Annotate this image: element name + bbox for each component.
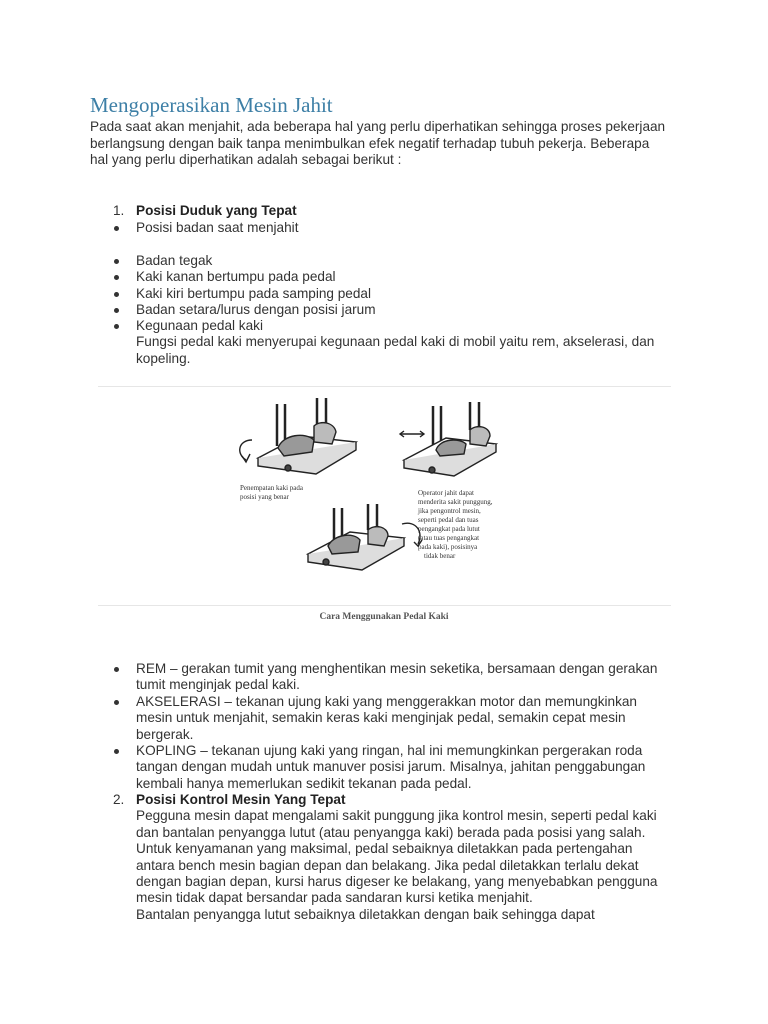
bullet-dot: [114, 275, 119, 280]
list-item: [136, 269, 336, 285]
section-2-line: mesin tidak dapat bersandar pada sandaran kursi ketika menjahit.: [136, 890, 533, 906]
section-1-heading-item: [113, 203, 297, 219]
list-item-text: Posisi badan saat menjahit: [136, 220, 299, 235]
list-item-text: kembali hanya memerlukan sedikit tekanan pada pedal.: [136, 775, 472, 791]
section-2-line: Bantalan penyangga lutut sebaiknya diletakkan dengan baik sehingga dapat: [136, 906, 595, 922]
bullet-dot: [114, 308, 119, 313]
bullet-dot: [114, 292, 119, 297]
list-number: 1.: [113, 203, 125, 218]
section-2-line: Pegguna mesin dapat mengalami sakit punggung jika kontrol mesin, seperti pedal kaki: [136, 808, 657, 824]
list-item-text: bergerak.: [136, 726, 194, 742]
list-item: [136, 694, 637, 743]
section-2-line: antara bench mesin bagian depan dan belakang. Jika pedal diletakkan terlalu dekat: [136, 857, 639, 873]
section-1-heading: Posisi Duduk yang Tepat: [136, 203, 297, 218]
list-item: [136, 743, 645, 792]
pedal-illustration: [228, 396, 548, 578]
figure-caption: Cara Menggunakan Pedal Kaki: [319, 612, 449, 622]
section-2-item: [113, 792, 658, 923]
list-item-text: Kaki kiri bertumpu pada samping pedal: [136, 286, 372, 301]
figure-label-incorrect-line: Operator jahit dapat: [418, 489, 474, 497]
pedal-correct-drawing: [240, 398, 356, 474]
pedal-back-drawing: [308, 504, 422, 570]
figure-label-incorrect-line: seperti pedal dan tuas: [418, 516, 479, 524]
section-2-line: dengan bagian depan, kursi harus digeser ke belakang, yang menyebabkan pengguna: [136, 874, 658, 890]
section-2-line: Untuk kenyamanan yang maksimal, pedal sebaiknya diletakkan pada pertengahan: [136, 841, 633, 857]
list-item-text: Badan tegak: [136, 253, 213, 268]
pedal-forward-drawing: [400, 402, 496, 476]
bullet-dot: [114, 667, 119, 672]
list-number: 2.: [113, 792, 125, 807]
list-item-text: KOPLING – tekanan ujung kaki yang ringan, hal ini memungkinkan pergerakan roda: [136, 743, 643, 758]
list-item-text: tumit menginjak pedal kaki.: [136, 677, 300, 693]
bullet-dot: [114, 259, 119, 264]
pedal-description-line: kopeling.: [136, 350, 191, 366]
list-item-text: tangan dengan mudah untuk manuver posisi jarum. Misalnya, jahitan penggabungan: [136, 759, 646, 775]
list-item-text: AKSELERASI – tekanan ujung kaki yang menggerakkan motor dan memungkinkan: [136, 694, 637, 709]
list-item: [136, 318, 654, 367]
list-item-text: Badan setara/lurus dengan posisi jarum: [136, 302, 376, 317]
figure-label-incorrect-line: pengangkat pada lutut: [418, 525, 480, 533]
intro-line: Pada saat akan menjahit, ada beberapa hal yang perlu diperhatikan sehingga proses pekerjaan: [90, 119, 666, 134]
figure-label-incorrect-line: tidak benar: [424, 552, 456, 560]
section-2-heading: Posisi Kontrol Mesin Yang Tepat: [136, 792, 346, 807]
bullet-dot: [114, 324, 119, 329]
list-item: [136, 220, 298, 236]
bullet-dot: [114, 226, 119, 231]
bullet-dot: [114, 749, 119, 754]
pedal-description-line: Fungsi pedal kaki menyerupai kegunaan pedal kaki di mobil yaitu rem, akselerasi, dan: [136, 334, 655, 350]
list-item: [136, 302, 376, 318]
figure-label-incorrect-line: jika pengontrol mesin,: [418, 507, 481, 515]
divider: [98, 386, 671, 387]
intro-line: hal yang perlu diperhatikan adalah sebagai berikut :: [90, 152, 402, 168]
divider: [98, 605, 671, 606]
bullet-dot: [114, 700, 119, 705]
figure-label-incorrect-line: pada kaki), posisinya: [418, 543, 478, 551]
figure-label-correct-line: Penempatan kaki pada: [240, 484, 303, 492]
list-item: [136, 253, 212, 269]
list-item: [136, 286, 371, 302]
list-item-text: Kegunaan pedal kaki: [136, 318, 263, 333]
figure-label-incorrect-line: menderita sakit punggung,: [418, 498, 493, 506]
figure-label-correct-line: posisi yang benar: [240, 493, 289, 501]
list-item: [136, 661, 657, 694]
list-item-text: mesin untuk menjahit, semakin keras kaki menginjak pedal, semakin cepat mesin: [136, 710, 626, 726]
intro-paragraph: [90, 119, 690, 169]
intro-line: berlangsung dengan baik tanpa menimbulkan efek negatif terhadap tubuh pekerja. Beberapa: [90, 135, 650, 151]
page-title: Mengoperasikan Mesin Jahit: [90, 93, 333, 117]
figure-label-incorrect-line: (atau tuas pengangkat: [418, 534, 480, 542]
section-2-line: dan bantalan penyangga lutut (atau penyangga kaki) berada pada posisi yang salah.: [136, 824, 646, 840]
list-item-text: REM – gerakan tumit yang menghentikan mesin seketika, bersamaan dengan gerakan: [136, 661, 658, 676]
list-item-text: Kaki kanan bertumpu pada pedal: [136, 269, 336, 284]
